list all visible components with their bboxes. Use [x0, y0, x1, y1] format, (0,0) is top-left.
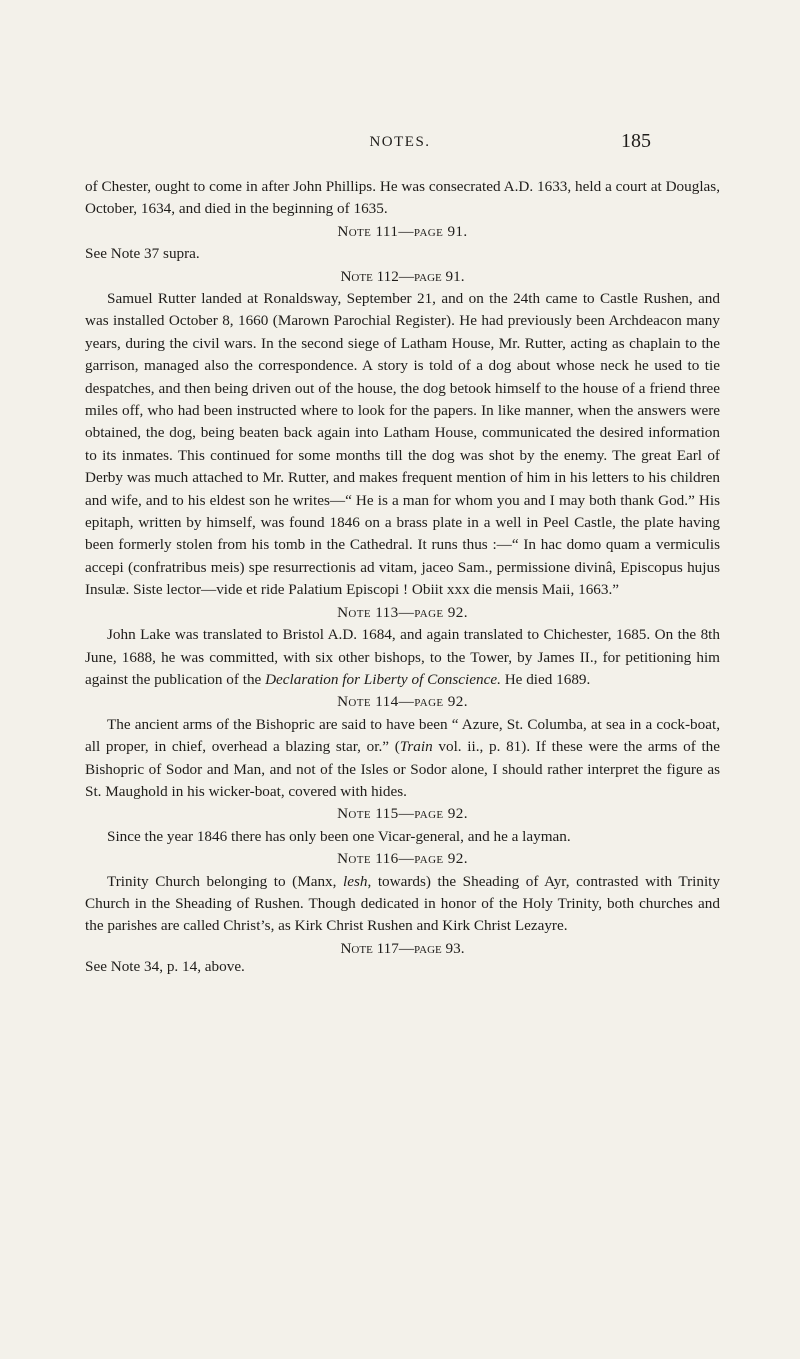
- note-111-text: See Note 37 supra.: [85, 245, 200, 263]
- note-113-paragraph: [85, 624, 720, 691]
- note-114-paragraph: [85, 714, 720, 804]
- note-114-heading: Note 114—page 92.: [337, 693, 468, 711]
- note-113-heading: Note 113—page 92.: [337, 603, 468, 621]
- note-111-heading: Note 111—page 91.: [337, 222, 468, 240]
- note-113-text-a: John Lake was translated to Bristol A.D. 1684, and again translated to Chichester, 1685. On the 8th June, 1688, he was committed, with six other bishops, to the Tower, by James II., for petitioning him against the publication of the: [85, 626, 720, 688]
- page-body: [85, 176, 720, 983]
- note-114-text-b: vol. ii., p. 81). If these were the arms of the Bishopric of Sodor and Man, and not of the Isles or Sodor alone, I should rather interpret the figure as St. Maughold in his wicker-boat, covered with hides.: [85, 738, 721, 800]
- note-117-text: See Note 34, p. 14, above.: [85, 957, 245, 975]
- paragraph-intro: of Chester, ought to come in after John Phillips. He was consecrated A.D. 1633, held a court at Douglas, October, 1634, and died in the beginning of 1635.: [85, 178, 720, 218]
- note-111-112-block: [85, 243, 720, 288]
- note-117-heading: Note 117—page 93.: [340, 939, 465, 957]
- note-112-heading: Note 112—page 91.: [340, 267, 465, 285]
- note-113-text-b: He died 1689.: [500, 670, 591, 688]
- note-114-source: Train: [399, 738, 433, 756]
- note-116-heading: Note 116—page 92.: [337, 850, 468, 868]
- note-115-heading: Note 115—page 92.: [337, 805, 468, 823]
- note-116-word: lesh: [343, 872, 368, 890]
- page-number: 185: [621, 130, 651, 152]
- note-116-text-b: , towards) the Sheading of Ayr, contrasted with Trinity Church in the Sheading of Rushen. Though dedicated in honor of the Holy Trinity, both churches and the parishes are called Christ’s, as Kirk Christ Rushen and Kirk Christ Lezayre.: [85, 872, 720, 935]
- note-113-title: Declaration for Liberty of Conscience.: [265, 670, 501, 688]
- note-116-paragraph: [85, 871, 720, 938]
- note-114-text-a: The ancient arms of the Bishopric are said to have been “ Azure, St. Columba, at sea in a cock-boat, all proper, in chief, overhead a blazing star, or.” (: [85, 715, 720, 756]
- note-117-block: [85, 938, 720, 983]
- note-116-text-a: Trinity Church belonging to (Manx,: [107, 872, 344, 890]
- note-115-text: Since the year 1846 there has only been one Vicar-general, and he a layman.: [107, 827, 571, 845]
- note-112-text: Samuel Rutter landed at Ronaldsway, September 21, and on the 24th came to Castle Rushen, and was installed October 8, 1660 (Marown Parochial Register). He had previously been Archdeacon many years, during the civil wars. In the second siege of Latham House, Mr. Rutter, acting as chaplain to the garrison, managed also the correspondence. A story is told of a dog about whose neck he used to tie despatches, and then being driven out of the house, the dog betook himself to the house of a friend three miles off, who had been instructed where to look for the papers. In like manner, when the answers were obtained, the dog, being beaten back again into Latham House, communicated the desired information to its inmates. This continued for some months till the dog was shot by the enemy. The great Earl of Derby was much attached to Mr. Rutter, and makes frequent mention of him in his letters to his children and wife, and to his eldest son he writes—“ He is a man for whom you and I may both thank God.” His epitaph, written by himself, was found 1846 on a brass plate in a well in Peel Castle, the plate having been formerly stolen from his tomb in the Cathedral. It runs thus :—“ In hac domo quam a vermiculis accepi (confratribus meis) spe resurrectionis ad vitam, jaceo Sam., permissione divinâ, Episcopus hujus Insulæ. Siste lector—vide et ride Palatium Episcopi ! Obiit xxx die mensis Maii, 1663.”: [85, 290, 720, 599]
- running-title: NOTES.: [369, 134, 431, 150]
